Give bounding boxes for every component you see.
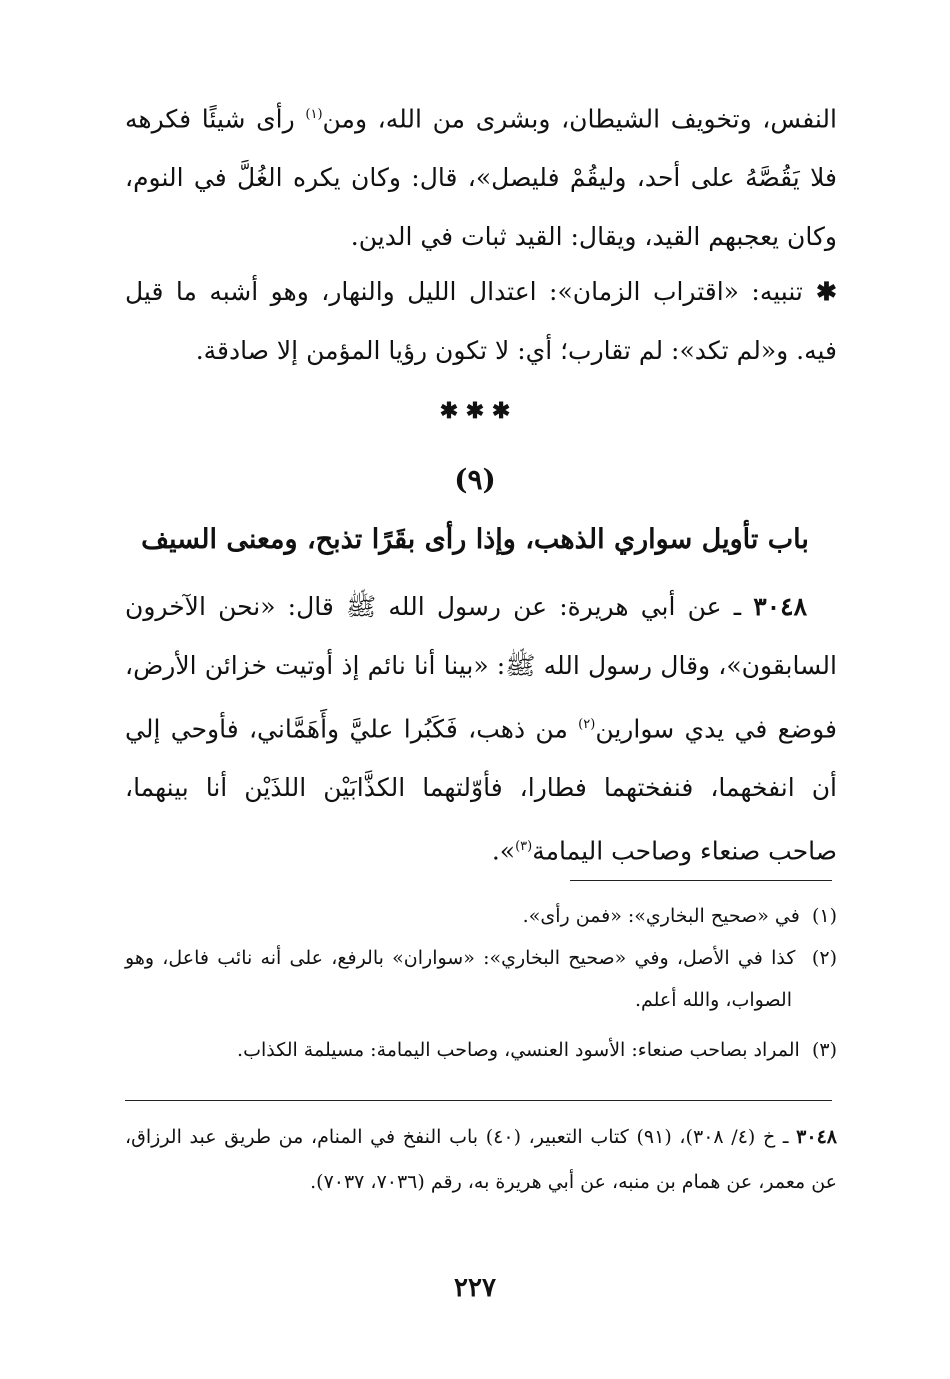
chapter-title: باب تأويل سواري الذهب، وإذا رأى بقَرًا تذبح، ومعنى السيف bbox=[141, 524, 809, 555]
takhrij-text: ـ خ (٤/ ٣٠٨)، (٩١) كتاب التعبير، (٤٠) باب النفخ في المنام، من طريق عبد الرزاق، عن معمر، عن همام بن منبه، عن أبي هريرة به، رقم (٧٠٣٦، ٧٠٣٧). bbox=[125, 1126, 837, 1193]
footnote-2 bbox=[125, 937, 837, 1021]
footnotes bbox=[125, 895, 837, 1071]
takhrij-divider bbox=[125, 1100, 832, 1101]
asterisk-icon: ✱ bbox=[802, 277, 837, 306]
hadith-text-b: من ذهب، فَكَبُرا عليَّ وأَهَمَّاني، فأوحي إلي أن انفخهما، فنفختهما فطارا، فأوّلتهما الكذَّابَيْن اللذَيْن أنا بينهما، صاحب صنعاء وصاحب اليمامة bbox=[125, 714, 837, 866]
footnote-ref-2: (٢) bbox=[578, 717, 596, 732]
footnote-text: في «صحيح البخاري»: «فمن رأى». bbox=[522, 905, 800, 927]
hadith-paragraph bbox=[125, 577, 837, 881]
section-separator: ✱ ✱ ✱ bbox=[439, 398, 511, 424]
continuation-text-2: رأى شيئًا فكرهه فلا يَقُصَّهُ على أحد، وليقُمْ فليصل»، قال: وكان يكره الغُلَّ في النوم، وكان يعجبهم القيد، ويقال: القيد ثبات في الدين. bbox=[125, 104, 837, 252]
chapter-number: (٩) bbox=[454, 463, 496, 496]
footnote-3 bbox=[125, 1029, 837, 1071]
note-paragraph bbox=[125, 262, 837, 380]
hadith-number: ٣٠٤٨ bbox=[753, 592, 807, 621]
footnote-1 bbox=[125, 895, 837, 937]
footnote-ref-3: (٣) bbox=[515, 839, 533, 855]
footnote-number: (٣) bbox=[811, 1039, 837, 1061]
footnote-number: (١) bbox=[811, 905, 837, 927]
page-number: ٢٢٧ bbox=[454, 1273, 496, 1303]
footnote-divider bbox=[570, 880, 832, 881]
continuation-text: النفس، وتخويف الشيطان، وبشرى من الله، ومن bbox=[322, 104, 837, 134]
footnote-text: كذا في الأصل، وفي «صحيح البخاري»: «سواران» بالرفع، على أنه نائب فاعل، وهو الصواب، والله أعلم. bbox=[125, 947, 796, 1011]
hadith-text-a: ـ عن أبي هريرة: عن رسول الله ﷺ قال: «نحن الآخرون السابقون»، وقال رسول الله ﷺ: «بينا أنا نائم إذ أوتيت خزائن الأرض، فوضع في يدي سوارين bbox=[125, 592, 837, 744]
takhrij-number: ٣٠٤٨ bbox=[796, 1126, 837, 1148]
footnote-ref-1: (١) bbox=[305, 107, 323, 122]
footnote-text: المراد بصاحب صنعاء: الأسود العنسي، وصاحب اليمامة: مسيلمة الكذاب. bbox=[237, 1039, 800, 1061]
note-text: تنبيه: «اقتراب الزمان»: اعتدال الليل والنهار، وهو أشبه ما قيل فيه. و«لم تكد»: لم تقارب؛ أي: لا تكون رؤيا المؤمن إلا صادقة. bbox=[125, 277, 837, 365]
continuation-paragraph bbox=[125, 85, 837, 266]
footnote-number: (٢) bbox=[811, 947, 837, 969]
takhrij-paragraph bbox=[125, 1115, 837, 1205]
hadith-text-c: ». bbox=[491, 836, 516, 866]
